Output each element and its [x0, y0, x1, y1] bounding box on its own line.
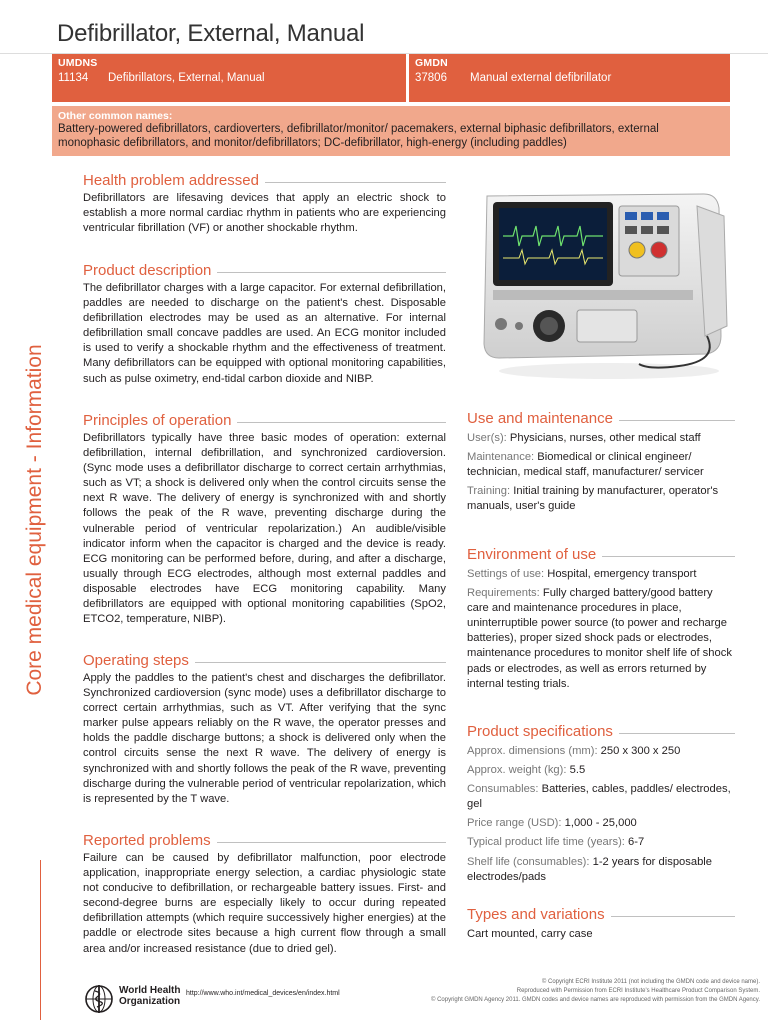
shelf-life-label: Shelf life (consumables):: [467, 855, 590, 868]
who-emblem-icon: [82, 983, 116, 1015]
users-label: User(s):: [467, 432, 507, 444]
sidebar-line: [40, 860, 41, 1020]
users-value: Physicians, nurses, other medical staff: [509, 432, 701, 444]
requirements-value: Fully charged battery/good battery care and maintenance procedures in place, uninterruptible power source (to power and recharge batteries), proper sized shock pads or electrodes, maintenance procedures to monitor shelf life of shock pads or electrodes, as well as errors returned by internal testing trials.: [467, 587, 732, 690]
who-name-line1: World Health: [119, 985, 181, 996]
price-value: 1,000 - 25,000: [564, 817, 637, 830]
umdns-name: Defibrillators, External, Manual: [108, 72, 265, 84]
section-reported-problems: [83, 832, 446, 957]
page-title: Defibrillator, External, Manual: [57, 20, 365, 47]
section-operating-steps: [83, 652, 446, 807]
training-label: Training:: [467, 485, 511, 498]
section-heading: Use and maintenance: [467, 410, 613, 427]
umdns-box: [52, 54, 406, 102]
section-heading: Reported problems: [83, 832, 211, 849]
shelf-life-value: 1-2 years for disposable electrodes/pads: [467, 855, 713, 883]
consumables-value: Batteries, cables, paddles/ electrodes, gel: [467, 783, 731, 811]
settings-value: Hospital, emergency transport: [547, 568, 697, 580]
section-use-maintenance: [467, 410, 735, 514]
training-value: Initial training by manufacturer, operator's manuals, user's guide: [467, 485, 719, 513]
section-heading: Product description: [83, 262, 212, 279]
gmdn-code: 37806: [415, 72, 447, 84]
sidebar-label: Core medical equipment - Information: [23, 344, 46, 696]
copyright-notice: [340, 978, 760, 1005]
section-heading: Health problem addressed: [83, 172, 259, 189]
weight-label: Approx. weight (kg):: [467, 764, 567, 777]
lifetime-value: 6-7: [628, 836, 645, 849]
price-label: Price range (USD):: [467, 817, 562, 830]
section-text: Defibrillators typically have three basic modes of operation: external defibrillation, internal defibrillation, and synchronized cardioversion. (Sync mode uses a defibrillator discharge to correct certain arrhythmias, such as VT; a shock is delivered only when the control circuits sense the next R wave. The delivery of energy is synchronized with and shortly follows the peak of the R wave, preventing discharge during the vulnerable period of ventricular repolarization.) An audible/visible indicator inform when the capacitor is charged and the device is ready. ECG monitoring can be performed before, during, and after a discharge, usually through ECG electrodes, although most external paddles and disposable electrodes have ECG monitoring capability. Many defibrillators are equipped with optional monitoring capabilities (SpO2, ETCO2, temperature, NIBP).: [83, 432, 446, 626]
who-name: [119, 985, 180, 1007]
section-types: [467, 906, 735, 942]
section-environment: [467, 546, 735, 692]
requirements-label: Requirements:: [467, 587, 540, 600]
section-heading: Operating steps: [83, 652, 189, 669]
dimensions-value: 250 x 300 x 250: [600, 745, 681, 757]
footer-url[interactable]: http://www.who.int/medical_devices/en/index.html: [186, 990, 340, 997]
gmdn-name: Manual external defibrillator: [470, 72, 612, 84]
other-names-box: [52, 106, 730, 156]
dimensions-label: Approx. dimensions (mm):: [467, 745, 598, 757]
section-principles: [83, 412, 446, 627]
section-product-description: [83, 262, 446, 387]
types-text: Cart mounted, carry case: [467, 928, 593, 940]
defibrillator-photo: [469, 186, 731, 386]
section-heading: Types and variations: [467, 906, 605, 923]
other-names-label: Other common names:: [58, 110, 173, 122]
copyright-line2: Reproduced with Permission from ECRI Institute's Healthcare Product Comparison System.: [516, 988, 760, 994]
section-heading: Environment of use: [467, 546, 597, 563]
umdns-code: 11134: [58, 72, 89, 84]
gmdn-box: [409, 54, 730, 102]
section-specifications: [467, 723, 735, 885]
umdns-label: UMDNS: [58, 57, 98, 69]
lifetime-label: Typical product life time (years):: [467, 836, 625, 849]
copyright-line1: © Copyright ECRI Institute 2011 (not including the GMDN code and device name).: [541, 979, 760, 985]
section-text: Defibrillators are lifesaving devices that apply an electric shock to establish a more normal cardiac rhythm in patients who are experiencing ventricular fibrillation (VF) or another shockable rhythm.: [83, 192, 446, 235]
section-health-problem: [83, 172, 446, 236]
section-text: The defibrillator charges with a large capacitor. For external defibrillation, paddles are needed to discharge on the patient's chest. Disposable defibrillation electrodes may be used as an alternative. For internal defibrillation small concave paddles are used. An ECG monitor included is used to verify a shockable rhythm and the effectiveness of treatment. Many defibrillators can be equipped with optional monitoring capabilities, such as pulse oximetry, end-tidal carbon dioxide and NIBP.: [83, 282, 446, 385]
section-heading: Product specifications: [467, 723, 613, 740]
section-text: Apply the paddles to the patient's chest and discharges the defibrillator. Synchronized cardioversion (sync mode) uses a defibrillator discharge to correct certain arrhythmias, such as VT. After verifying that the sync marker pulse appears reliably on the R wave, the operator presses and holds the paddle discharge buttons; a shock is delivered only when the control circuits sense the next R wave. The delivery of energy is synchronized with and shortly follows the peak of the R wave, preventing discharge during the vulnerable period of ventricular repolarization, which is represented by the T wave.: [83, 672, 446, 805]
gmdn-label: GMDN: [415, 57, 448, 69]
other-names-text: Battery-powered defibrillators, cardioverters, defibrillator/monitor/ pacemakers, external biphasic defibrillators, external monophasic defibrillators, and monitor/defibrillators; DC-defibrillator, high-energy (including paddles): [58, 123, 659, 149]
settings-label: Settings of use:: [467, 568, 545, 580]
section-heading: Principles of operation: [83, 412, 232, 429]
maintenance-value: Biomedical or clinical engineer/ technician, medical staff, manufacturer/ servicer: [467, 451, 704, 479]
section-text: Failure can be caused by defibrillator malfunction, poor electrode application, inappropriate energy selection, a cardiac physiologic state not conducive to defibrillation, or rechargeable battery issues. First- and second-degree burns are especially likely to occur during repeated defibrillation attempts (which require successively higher energies) at the paddle or electrode sites because a high current flow through a small area and/or increased resistance (due to dried gel).: [83, 852, 446, 955]
copyright-line3: © Copyright GMDN Agency 2011. GMDN codes and device names are reproduced with permission from the GMDN Agency.: [430, 997, 760, 1003]
consumables-label: Consumables:: [467, 783, 539, 796]
maintenance-label: Maintenance:: [467, 451, 535, 464]
who-name-line2: Organization: [119, 996, 181, 1007]
weight-value: 5.5: [569, 764, 586, 777]
